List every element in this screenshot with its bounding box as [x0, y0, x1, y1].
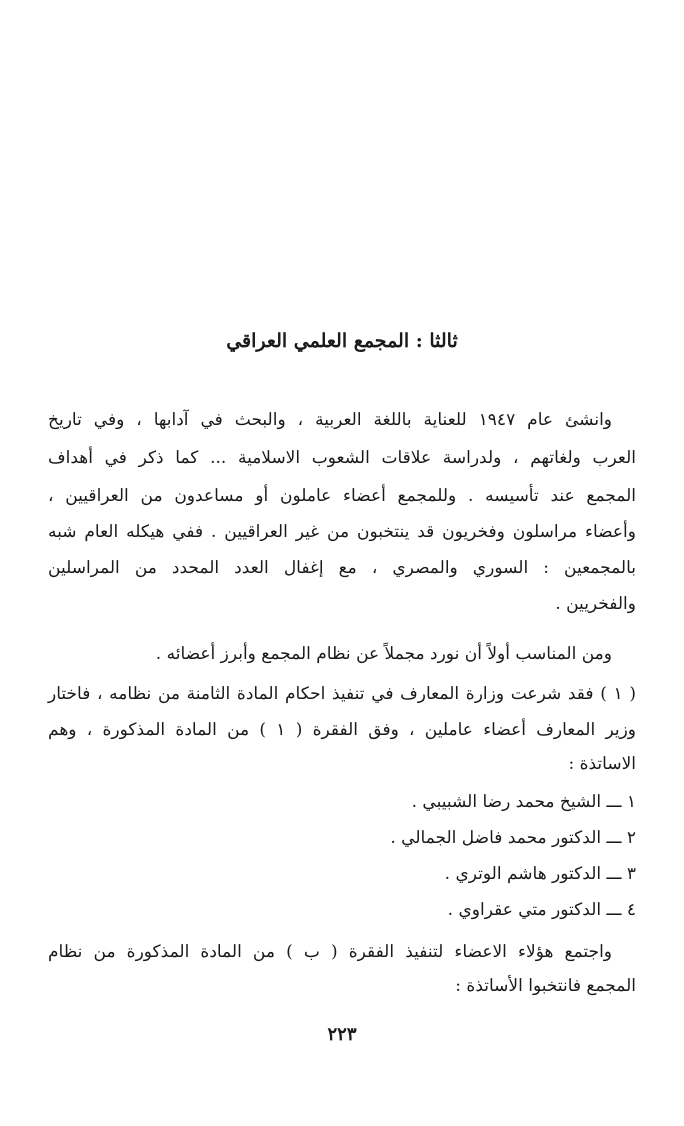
- paragraph-line: واجتمع هؤلاء الاعضاء لتنفيذ الفقرة ( ب ) من المادة المذكورة من نظام: [48, 942, 612, 962]
- paragraph-line: ومن المناسب أولاً أن نورد مجملاً عن نظام المجمع وأبرز أعضائه .: [155, 644, 612, 664]
- page-number: ٢٢٣: [327, 1024, 357, 1045]
- paragraph-line: بالمجمعين : السوري والمصري ، مع إغفال العدد المحدد من المراسلين: [48, 558, 636, 578]
- list-item: ٣ ـــ الدكتور هاشم الوتري .: [444, 864, 636, 884]
- paragraph-line: الاساتذة :: [568, 754, 636, 774]
- paragraph-line: المجمع عند تأسيسه . وللمجمع أعضاء عاملون أو مساعدون من العراقيين ،: [48, 486, 636, 506]
- paragraph-line: ( ١ ) فقد شرعت وزارة المعارف في تنفيذ احكام المادة الثامنة من نظامه ، فاختار: [48, 684, 636, 704]
- paragraph-line: المجمع فانتخبوا الأساتذة :: [455, 976, 636, 996]
- section-heading: ثالثا : المجمع العلمي العراقي: [226, 330, 458, 352]
- paragraph-line: وأعضاء مراسلون وفخريون قد ينتخبون من غير العراقيين . ففي هيكله العام شبه: [48, 522, 636, 542]
- paragraph-line: والفخريين .: [555, 594, 636, 614]
- paragraph-line: وزير المعارف أعضاء عاملين ، وفق الفقرة ( ١ ) من المادة المذكورة ، وهم: [48, 720, 636, 740]
- list-item: ١ ـــ الشيخ محمد رضا الشبيبي .: [411, 792, 636, 812]
- paragraph-line: العرب ولغاتهم ، ولدراسة علاقات الشعوب الاسلامية ... كما ذكر في أهداف: [48, 448, 636, 468]
- list-item: ٤ ـــ الدكتور متي عقراوي .: [447, 900, 636, 920]
- paragraph-line: وانشئ عام ١٩٤٧ للعناية باللغة العربية ، والبحث في آدابها ، وفي تاريخ: [48, 410, 612, 430]
- list-item: ٢ ـــ الدكتور محمد فاضل الجمالي .: [390, 828, 636, 848]
